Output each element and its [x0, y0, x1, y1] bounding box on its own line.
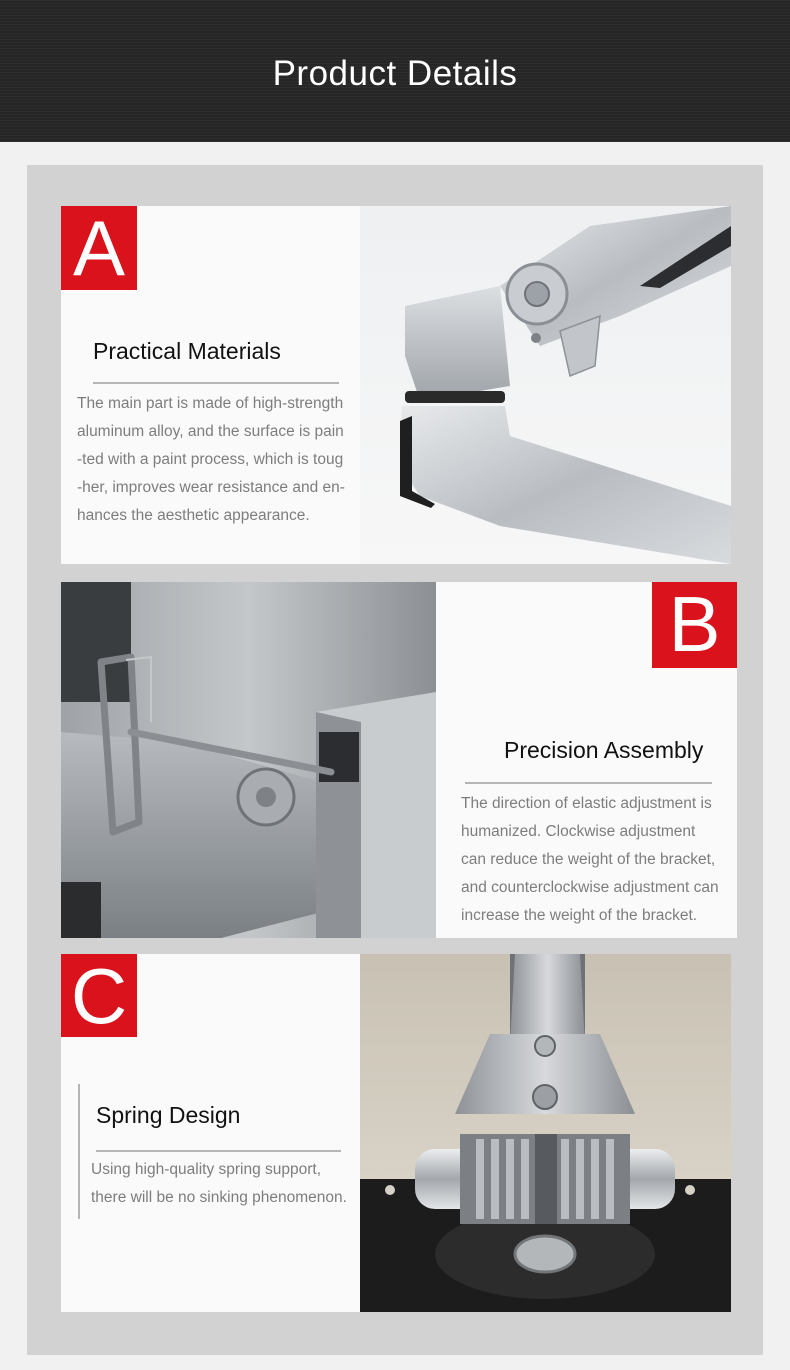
section-c-spring-photo: [360, 954, 731, 1312]
section-a-line: hances the aesthetic appearance.: [77, 507, 310, 524]
section-a-divider: [93, 382, 339, 384]
page-header: [0, 0, 790, 142]
section-a-line: -ted with a paint process, which is toug: [77, 451, 344, 468]
section-c-title: Spring Design: [96, 1102, 241, 1128]
section-a-line: The main part is made of high-strength: [77, 395, 344, 412]
section-c-description: [91, 1156, 347, 1212]
section-c-line: there will be no sinking phenomenon.: [91, 1189, 347, 1206]
section-a-letter-badge: A: [61, 206, 137, 290]
section-b-divider: [465, 782, 712, 784]
section-c-card: [61, 954, 731, 1312]
section-b-line: increase the weight of the bracket.: [461, 907, 698, 924]
section-a-description: [77, 390, 345, 530]
section-c-divider: [96, 1150, 341, 1152]
section-a-arm-joint-photo: [360, 206, 731, 564]
section-a-card: [61, 206, 731, 564]
section-b-adjustment-key-photo: [61, 582, 436, 938]
section-b-card: [61, 582, 737, 938]
section-a-line: aluminum alloy, and the surface is pain: [77, 423, 344, 440]
section-b-line: can reduce the weight of the bracket,: [461, 851, 716, 868]
section-c-vertical-rule: [78, 1084, 80, 1219]
section-b-line: and counterclockwise adjustment can: [461, 879, 719, 896]
section-a-line: -her, improves wear resistance and en-: [77, 479, 345, 496]
page-title: Product Details: [272, 54, 518, 93]
section-a-title: Practical Materials: [93, 338, 281, 364]
section-b-title: Precision Assembly: [504, 737, 704, 763]
section-b-line: humanized. Clockwise adjustment: [461, 823, 696, 840]
section-c-letter-badge: C: [61, 954, 137, 1037]
section-b-line: The direction of elastic adjustment is: [461, 795, 712, 812]
section-b-letter-badge: B: [652, 582, 737, 668]
section-c-line: Using high-quality spring support,: [91, 1161, 322, 1178]
section-b-description: [461, 790, 719, 930]
